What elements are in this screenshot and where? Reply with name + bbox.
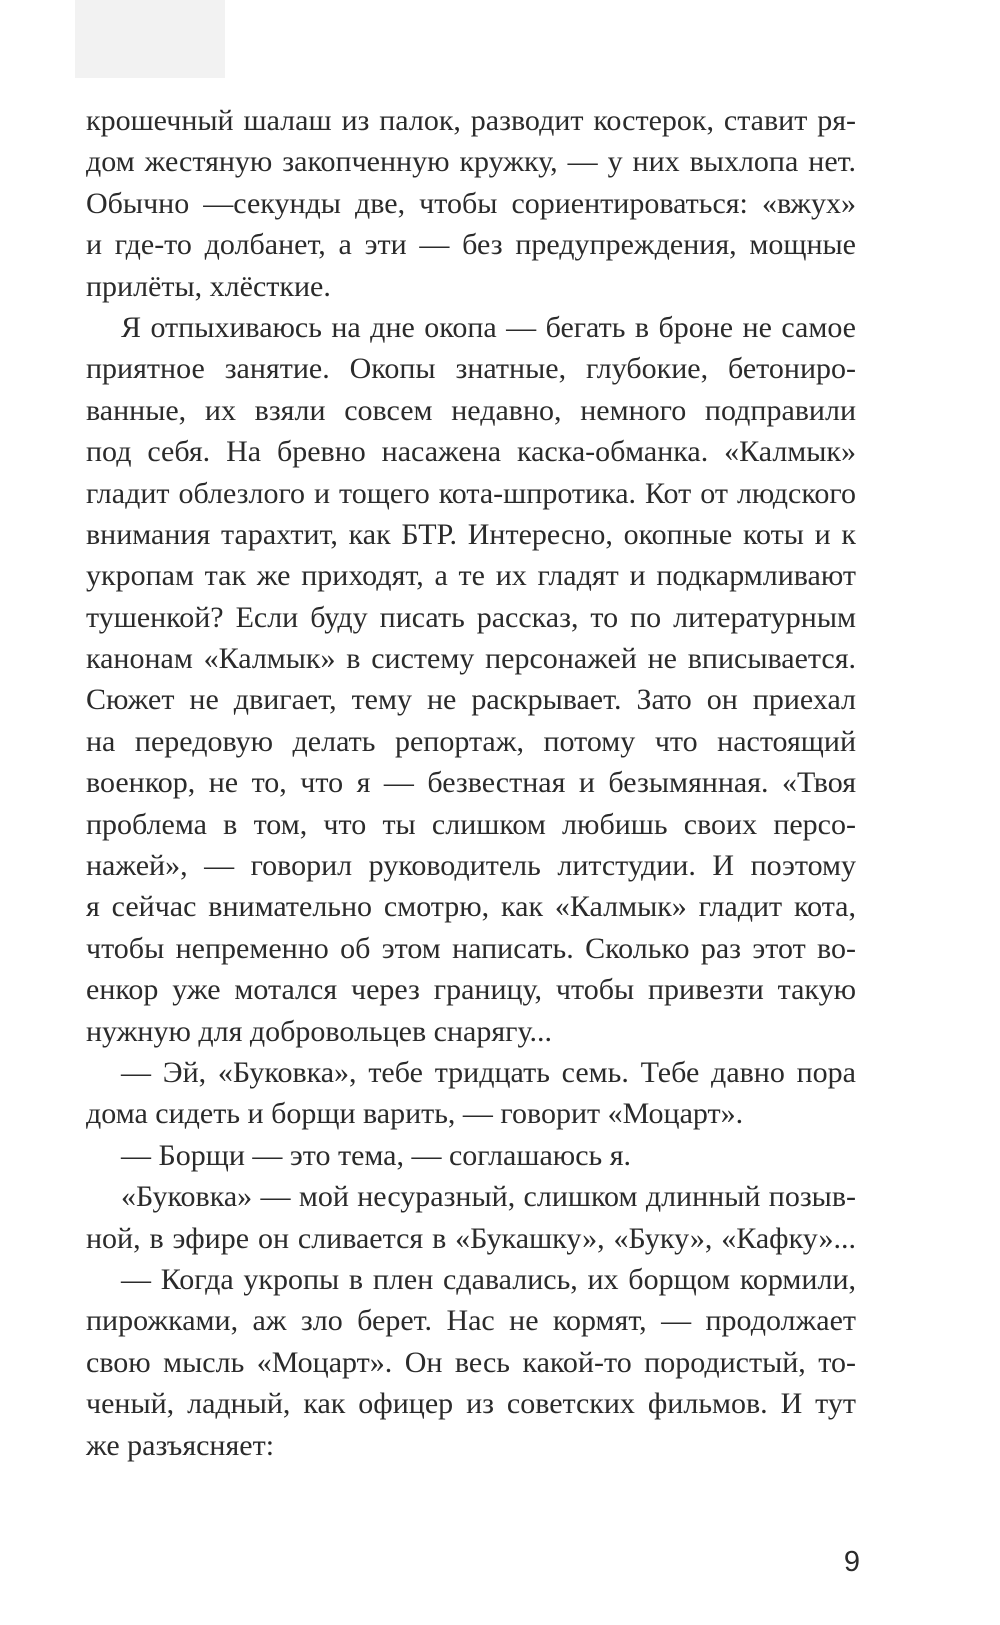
text-line: тушенкой? Если буду писать рассказ, то по литературным (86, 600, 856, 634)
text-line: внимания тарахтит, как БТР. Интересно, окопные коты и к (86, 517, 856, 551)
text-line: — Борщи — это тема, — соглашаюсь я. (121, 1138, 631, 1172)
page-number: 9 (843, 1546, 860, 1578)
text-line: нужную для добровольцев снарягу... (86, 1014, 552, 1048)
text-line: на передовую делать репортаж, потому что настоящий (86, 724, 856, 758)
text-line: я сейчас внимательно смотрю, как «Калмык» гладит кота, (86, 890, 856, 924)
text-line: под себя. На бревно насажена каска-обманка. «Калмык» (86, 435, 856, 469)
text-line: ной, в эфире он сливается в «Букашку», «Буку», «Кафку»... (86, 1221, 856, 1255)
text-line: Сюжет не двигает, тему не раскрывает. Зато он приехал (86, 683, 856, 717)
text-line: и где-то долбанет, а эти — без предупреждения, мощные (86, 228, 856, 262)
text-line: же разъясняет: (86, 1428, 275, 1462)
text-line: ченый, ладный, как офицер из советских фильмов. И тут (86, 1387, 856, 1421)
text-line: пирожками, аж зло берет. Нас не кормят, — продолжает (86, 1304, 856, 1338)
text-line: военкор, не то, что я — безвестная и безымянная. «Твоя (86, 766, 856, 800)
text-line: свою мысль «Моцарт». Он весь какой-то породистый, то- (86, 1345, 856, 1379)
body-text (86, 100, 856, 1466)
text-line: проблема в том, что ты слишком любишь своих персо- (86, 807, 856, 841)
text-line: крошечный шалаш из палок, разводит костерок, ставит ря- (86, 104, 856, 137)
text-line: прилёты, хлёсткие. (86, 269, 331, 303)
text-line: дом жестяную закопченную кружку, — у них выхлопа нет. (86, 145, 856, 179)
text-line: приятное занятие. Окопы знатные, глубокие, бетониро- (86, 352, 856, 386)
text-line: енкор уже мотался через границу, чтобы привезти такую (86, 973, 856, 1007)
text-line: чтобы непременно об этом написать. Сколько раз этот во- (86, 931, 856, 965)
text-line: «Буковка» — мой несуразный, слишком длинный позыв- (121, 1180, 856, 1214)
text-line: нажей», — говорил руководитель литстудии. И поэтому (86, 849, 856, 883)
text-line: — Эй, «Буковка», тебе тридцать семь. Тебе давно пора (121, 1055, 856, 1089)
text-line: канонам «Калмык» в систему персонажей не вписывается. (86, 642, 856, 676)
text-line: — Когда укропы в плен сдавались, их борщом кормили, (121, 1262, 856, 1296)
text-line: гладит облезлого и тощего кота-шпротика. Кот от людского (86, 476, 856, 510)
text-line: укропам так же приходят, а те их гладят и подкармливают (86, 559, 856, 593)
text-line: Обычно —секунды две, чтобы сориентироваться: «вжух» (86, 186, 856, 220)
text-line: дома сидеть и борщи варить, — говорит «Моцарт». (86, 1097, 744, 1131)
page-corner-shade (75, 0, 225, 78)
text-line: ванные, их взяли совсем недавно, немного подправили (86, 393, 856, 427)
text-line: Я отпыхиваюсь на дне окопа — бегать в броне не самое (121, 310, 856, 344)
